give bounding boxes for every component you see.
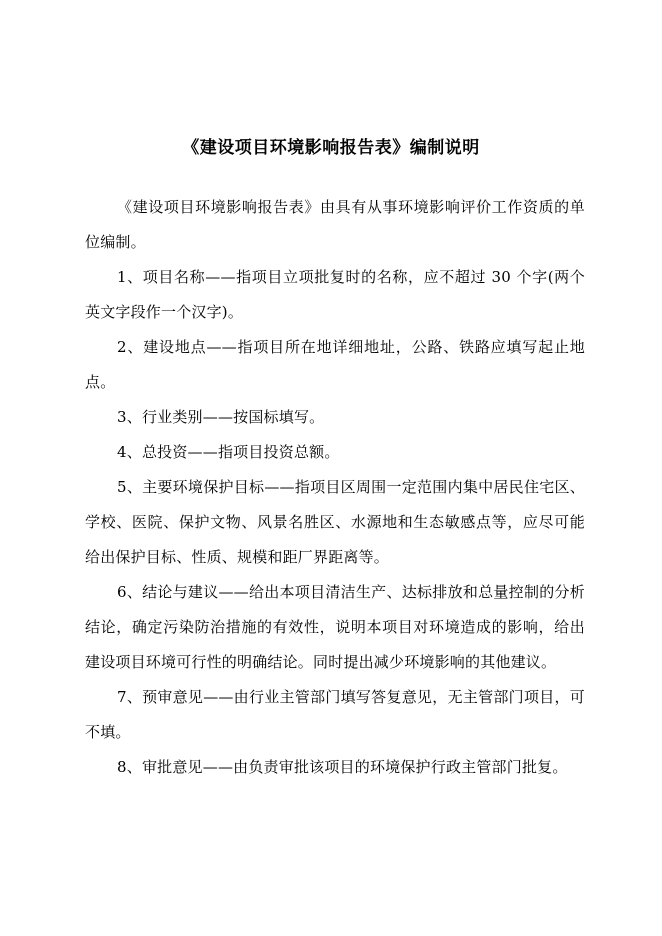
paragraph-item-5-protection-targets: 5、主要环境保护目标——指项目区周围一定范围内集中居民住宅区、学校、医院、保护文物、风景名胜区、水源地和生态敏感点等，应尽可能给出保护目标、性质、规模和距厂界距离等。 — [85, 478, 585, 566]
paragraph-item-3-industry: 3、行业类别——按国标填写。 — [117, 408, 325, 426]
paragraph-item-1-project-name: 1、项目名称——指项目立项批复时的名称，应不超过 30 个字(两个英文字段作一个汉字)。 — [85, 268, 585, 321]
paragraph-item-8-approval: 8、审批意见——由负责审批该项目的环境保护行政主管部门批复。 — [117, 758, 568, 776]
paragraph-item-7-pre-review: 7、预审意见——由行业主管部门填写答复意见，无主管部门项目，可不填。 — [85, 688, 585, 741]
document-body — [85, 190, 585, 785]
paragraph-intro: 《建设项目环境影响报告表》由具有从事环境影响评价工作资质的单位编制。 — [85, 198, 585, 251]
paragraph-item-2-location: 2、建设地点——指项目所在地详细地址，公路、铁路应填写起止地点。 — [85, 338, 585, 391]
paragraph-item-4-investment: 4、总投资——指项目投资总额。 — [117, 443, 340, 461]
paragraph-item-6-conclusion: 6、结论与建议——给出本项目清洁生产、达标排放和总量控制的分析结论，确定污染防治措施的有效性，说明本项目对环境造成的影响，给出建设项目环境可行性的明确结论。同时提出减少环境影响的其他建议。 — [85, 583, 585, 671]
document-title: 《建设项目环境影响报告表》编制说明 — [182, 138, 480, 158]
